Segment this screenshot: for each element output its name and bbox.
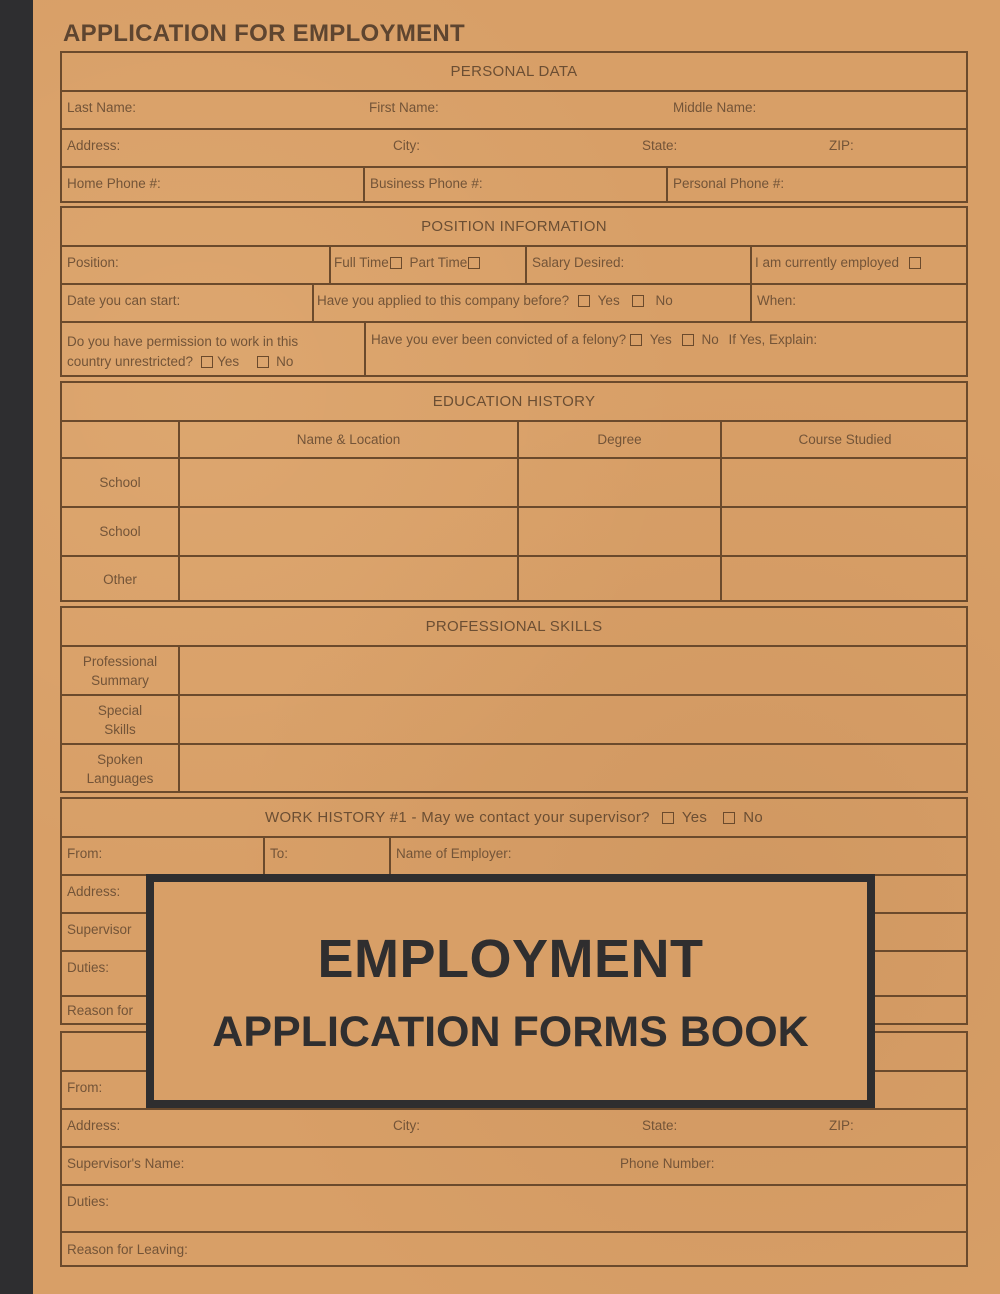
column-header-name-location: Name & Location bbox=[178, 422, 517, 457]
table-row bbox=[62, 457, 966, 506]
address-row bbox=[62, 1108, 966, 1146]
column-header-degree: Degree bbox=[517, 422, 720, 457]
spoken-languages-field[interactable] bbox=[178, 745, 968, 793]
home-phone-field[interactable]: Home Phone #: bbox=[67, 176, 161, 191]
label-line: Special bbox=[97, 702, 143, 718]
personal-data-section bbox=[60, 51, 968, 203]
work-permission-question-cont: country unrestricted? bbox=[67, 354, 194, 369]
middle-name-field[interactable]: Middle Name: bbox=[673, 100, 757, 115]
start-date-field[interactable]: Date you can start: bbox=[67, 293, 181, 308]
salary-desired-field[interactable]: Salary Desired: bbox=[525, 247, 750, 283]
work2-reason-field[interactable]: Reason for Leaving: bbox=[67, 1242, 188, 1257]
contact-supervisor-yes-checkbox[interactable] bbox=[662, 812, 674, 824]
work1-reason-field[interactable]: Reason for bbox=[67, 1003, 134, 1018]
label-line: Skills bbox=[104, 721, 136, 737]
felony-question: Have you ever been convicted of a felony? bbox=[371, 332, 627, 347]
felony bbox=[364, 323, 968, 377]
professional-summary-field[interactable] bbox=[178, 647, 968, 694]
supervisor-row bbox=[62, 1146, 966, 1184]
book-spine bbox=[0, 0, 33, 1294]
book-title-box bbox=[146, 874, 875, 1108]
work-history-1-heading bbox=[62, 799, 966, 836]
contact-yes-label: Yes bbox=[681, 809, 708, 826]
currently-employed bbox=[750, 247, 968, 283]
business-phone-field[interactable]: Business Phone #: bbox=[363, 168, 666, 203]
name-row bbox=[62, 90, 966, 128]
part-time-checkbox[interactable] bbox=[468, 257, 480, 269]
applied-no-label: No bbox=[655, 293, 673, 308]
section-heading: POSITION INFORMATION bbox=[421, 218, 607, 235]
table-row bbox=[62, 743, 966, 793]
address-field[interactable]: Address: bbox=[67, 138, 121, 153]
work2-from-field[interactable]: From: bbox=[67, 1080, 103, 1095]
position-field[interactable]: Position: bbox=[67, 255, 119, 270]
work2-city-field[interactable]: City: bbox=[393, 1118, 420, 1133]
work1-address-field[interactable]: Address: bbox=[67, 884, 121, 899]
blank-header-cell bbox=[62, 422, 178, 457]
label-line: Summary bbox=[91, 672, 149, 688]
work2-state-field[interactable]: State: bbox=[642, 1118, 678, 1133]
first-name-field[interactable]: First Name: bbox=[369, 100, 439, 115]
employer-name-field[interactable]: Name of Employer: bbox=[389, 838, 968, 874]
felony-yes-checkbox[interactable] bbox=[630, 334, 642, 346]
when-field[interactable]: When: bbox=[750, 285, 968, 321]
city-field[interactable]: City: bbox=[393, 138, 420, 153]
dates-employer-row bbox=[62, 836, 966, 874]
skills-header bbox=[62, 608, 966, 645]
label-line: Professional bbox=[82, 653, 158, 669]
work-history-1-header bbox=[62, 799, 966, 836]
book-title-line2: APPLICATION FORMS BOOK bbox=[212, 1008, 809, 1056]
personal-data-header bbox=[62, 53, 966, 90]
other-course-field[interactable] bbox=[720, 557, 968, 602]
education-history-section bbox=[60, 381, 968, 602]
section-heading: EDUCATION HISTORY bbox=[432, 393, 596, 410]
applied-before bbox=[312, 285, 750, 321]
label-line: Languages bbox=[86, 771, 154, 786]
work2-supervisor-name-field[interactable]: Supervisor's Name: bbox=[67, 1156, 185, 1171]
table-row bbox=[62, 555, 966, 602]
row-label-professional-summary bbox=[62, 647, 178, 694]
currently-employed-label: I am currently employed bbox=[755, 255, 900, 270]
work2-duties-field[interactable]: Duties: bbox=[67, 1194, 110, 1209]
row-label-other: Other bbox=[103, 572, 137, 587]
section-heading: WORK HISTORY #1 - May we contact your supervisor? bbox=[265, 809, 650, 826]
label-line: Spoken bbox=[97, 752, 143, 767]
other-degree-field[interactable] bbox=[517, 557, 720, 602]
book-title-line1: EMPLOYMENT bbox=[317, 929, 704, 989]
school1-degree-field[interactable] bbox=[517, 459, 720, 506]
education-header bbox=[62, 383, 966, 420]
permission-no-checkbox[interactable] bbox=[257, 356, 269, 368]
address-row bbox=[62, 128, 966, 166]
work-permission bbox=[62, 323, 364, 377]
section-heading: PERSONAL DATA bbox=[450, 63, 578, 80]
professional-skills-section bbox=[60, 606, 968, 793]
employment-type bbox=[329, 247, 525, 283]
other-name-location-field[interactable] bbox=[178, 557, 517, 602]
work2-phone-field[interactable]: Phone Number: bbox=[620, 1156, 715, 1171]
to-field[interactable]: To: bbox=[263, 838, 389, 874]
table-row bbox=[62, 506, 966, 555]
personal-phone-field[interactable]: Personal Phone #: bbox=[666, 168, 966, 203]
work2-zip-field[interactable]: ZIP: bbox=[829, 1118, 854, 1133]
row-label-school: School bbox=[99, 524, 141, 539]
work1-duties-field[interactable]: Duties: bbox=[67, 960, 110, 975]
duties-row bbox=[62, 1184, 966, 1231]
row-label-special-skills bbox=[62, 696, 178, 743]
from-field[interactable]: From: bbox=[67, 846, 103, 861]
currently-employed-checkbox[interactable] bbox=[909, 257, 921, 269]
work-permission-question: Do you have permission to work in this bbox=[67, 334, 299, 349]
part-time-label: Part Time bbox=[409, 255, 468, 270]
zip-field[interactable]: ZIP: bbox=[829, 138, 854, 153]
special-skills-field[interactable] bbox=[178, 696, 968, 743]
column-header-course: Course Studied bbox=[720, 422, 968, 457]
reason-row bbox=[62, 1231, 966, 1267]
last-name-field[interactable]: Last Name: bbox=[67, 100, 137, 115]
contact-no-label: No bbox=[743, 809, 763, 826]
full-time-checkbox[interactable] bbox=[390, 257, 402, 269]
permission-yes-checkbox[interactable] bbox=[201, 356, 213, 368]
row-label-school: School bbox=[99, 475, 141, 490]
applied-yes-checkbox[interactable] bbox=[578, 295, 590, 307]
contact-supervisor-no-checkbox[interactable] bbox=[723, 812, 735, 824]
position-row bbox=[62, 245, 966, 283]
document-title: APPLICATION FOR EMPLOYMENT bbox=[63, 20, 466, 47]
applied-before-label: Have you applied to this company before? bbox=[317, 293, 570, 308]
applied-yes-label: Yes bbox=[597, 293, 620, 308]
permission-yes-label: Yes bbox=[217, 354, 240, 369]
table-row bbox=[62, 694, 966, 743]
school2-degree-field[interactable] bbox=[517, 508, 720, 555]
position-header bbox=[62, 208, 966, 245]
work1-supervisor-field[interactable]: Supervisor bbox=[67, 922, 132, 937]
phone-row bbox=[62, 166, 966, 203]
education-column-headers bbox=[62, 420, 966, 457]
felony-yes-label: Yes bbox=[649, 332, 672, 347]
felony-explain-field[interactable]: If Yes, Explain: bbox=[728, 332, 818, 347]
row-label-spoken-languages bbox=[62, 745, 178, 793]
position-information-section bbox=[60, 206, 968, 377]
work2-address-field[interactable]: Address: bbox=[67, 1118, 121, 1133]
applied-no-checkbox[interactable] bbox=[632, 295, 644, 307]
start-date-row bbox=[62, 283, 966, 321]
table-row bbox=[62, 645, 966, 694]
school2-name-location-field[interactable] bbox=[178, 508, 517, 555]
school1-name-location-field[interactable] bbox=[178, 459, 517, 506]
permission-row bbox=[62, 321, 966, 377]
section-heading: PROFESSIONAL SKILLS bbox=[425, 618, 603, 635]
permission-no-label: No bbox=[276, 354, 294, 369]
felony-no-label: No bbox=[701, 332, 719, 347]
school1-course-field[interactable] bbox=[720, 459, 968, 506]
state-field[interactable]: State: bbox=[642, 138, 678, 153]
felony-no-checkbox[interactable] bbox=[682, 334, 694, 346]
full-time-label: Full Time bbox=[334, 255, 389, 270]
school2-course-field[interactable] bbox=[720, 508, 968, 555]
